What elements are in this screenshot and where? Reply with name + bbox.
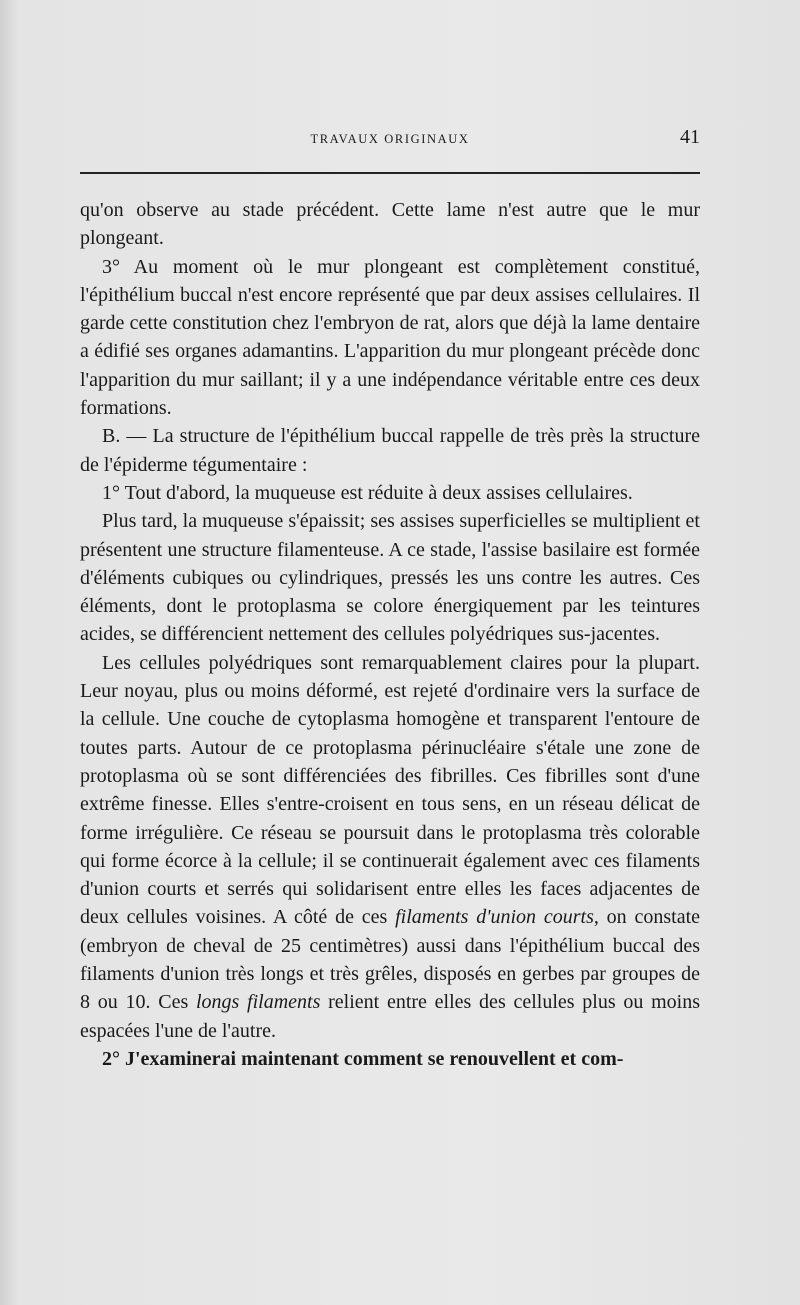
paragraph-6-part-2: , on constate (embryon de cheval de 25 centimètres) aussi dans l'épithélium buccal des filaments d'union très longs et très grêles, disposés en gerbes par groupes de 8 ou 10. Ces [80, 906, 701, 1014]
paragraph-1: qu'on observe au stade précédent. Cette lame n'est autre que le mur plongeant. [80, 199, 700, 250]
paragraph-5: Plus tard, la muqueuse s'épaissit; ses assises superficielles se multiplient et présentent une structure filamenteuse. A ce stade, l'assise basilaire est formée d'éléments cubiques ou cylindriques, pressés les uns contre les autres. Ces éléments, dont le protoplasma se colore énergiquement par les teintures acides, se différencient nettement des cellules polyédriques sus-jacentes. [80, 510, 700, 646]
paragraph-6-part-1: Les cellules polyédriques sont remarquablement claires pour la plupart. Leur noyau, plus ou moins déformé, est rejeté d'ordinaire vers la surface de la cellule. Une couche de cytoplasma homogène et transparent l'entoure de toutes parts. Autour de ce protoplasma périnucléaire s'étale une zone de protoplasma où se sont différenciées des fibrilles. Ces fibrilles sont d'une extrême finesse. Elles s'entre-croisent en tous sens, en un réseau délicat de forme irrégulière. Ce réseau se poursuit dans le protoplasma très colorable qui forme écorce à la cellule; il se continuerait également avec ces filaments d'union courts et serrés qui solidarisent entre elles les faces adjacentes de deux cellules voisines. A côté de ces [80, 651, 700, 929]
paragraph-2: 3° Au moment où le mur plongeant est complètement constitué, l'épithélium buccal n'est encore représenté que par deux assises cellulaires. Il garde cette constitution chez l'embryon de rat, alors que déjà la lame dentaire a édifié ses organes adamantins. L'apparition du mur plongeant précède donc l'apparition du mur saillant; il y a une indépendance véritable entre ces deux formations. [80, 255, 700, 420]
paragraph-6-part-3: relient entre elles des cellules plus ou moins espacées l'une de l'autre. [80, 991, 701, 1042]
paragraph-4: 1° Tout d'abord, la muqueuse est réduite à deux assises cellulaires. [102, 481, 633, 504]
paragraph-6 [80, 649, 700, 1045]
page-number: 41 [680, 126, 700, 148]
body-text [80, 196, 700, 1073]
page-header [80, 126, 700, 158]
paragraph-6-italic-1: filaments d'union courts [395, 906, 594, 929]
header-rule [80, 172, 700, 174]
paragraph-3: B. — La structure de l'épithélium buccal rappelle de très près la structure de l'épiderme tégumentaire : [80, 425, 700, 476]
paragraph-7: 2° J'examinerai maintenant comment se renouvellent et com- [102, 1047, 624, 1070]
running-title: TRAVAUX ORIGINAUX [310, 132, 470, 146]
paragraph-6-italic-2: longs filaments [195, 991, 321, 1014]
